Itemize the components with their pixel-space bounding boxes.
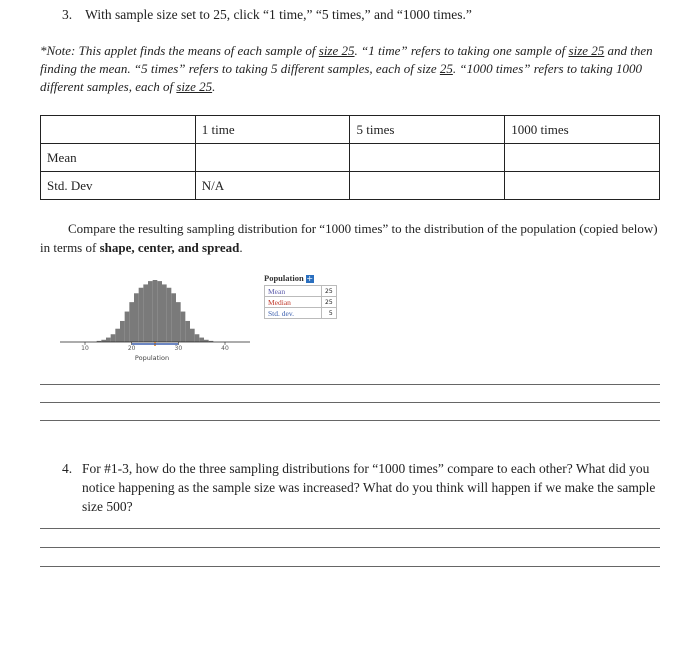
histogram-bar (129, 302, 134, 342)
histogram-bar (148, 281, 153, 342)
answer-line[interactable] (40, 528, 660, 529)
table-cell[interactable] (505, 172, 660, 200)
histogram-bar (153, 280, 158, 342)
table-header-cell: 1000 times (505, 116, 660, 144)
table-header-cell: 1 time (195, 116, 350, 144)
histogram-bar (185, 321, 190, 342)
stat-value: 25 (322, 297, 337, 308)
answer-line[interactable] (40, 420, 660, 421)
answer-line[interactable] (40, 547, 660, 548)
histogram-bar (143, 284, 148, 342)
answer-line[interactable] (40, 566, 660, 567)
compare-text-2: . (239, 240, 243, 255)
note-size-link-3: 25 (439, 61, 453, 76)
compare-bold-text: shape, center, and spread (99, 240, 240, 255)
table-row-std-dev (41, 172, 660, 200)
x-tick-label: 40 (221, 345, 229, 352)
results-table (40, 115, 660, 200)
histogram-bar (115, 329, 120, 342)
table-cell[interactable] (505, 144, 660, 172)
table-row-mean (41, 144, 660, 172)
histogram-bar (199, 338, 204, 342)
stat-value: 5 (322, 308, 337, 319)
histogram-bar (157, 281, 162, 342)
note-size-link-4: size 25 (176, 79, 213, 94)
stat-label: Mean (265, 286, 322, 297)
table-header-cell: 5 times (350, 116, 505, 144)
question-4-number: 4. (62, 461, 73, 476)
x-tick-label: 20 (127, 345, 136, 352)
histogram-bar (181, 312, 186, 342)
table-header-row (41, 116, 660, 144)
compare-text-1: Compare the resulting sampling distribution for “1000 times” to the distribution of the population (copied below) in terms of (40, 221, 658, 255)
stat-row-std-dev (265, 308, 337, 319)
applet-note (40, 42, 660, 96)
table-cell: N/A (195, 172, 350, 200)
row-label-std-dev: Std. Dev (41, 172, 196, 200)
question-3-text: With sample size set to 25, click “1 time,” “5 times,” and “1000 times.” (85, 7, 472, 22)
note-size-link-1: size 25 (318, 43, 355, 58)
question-4-text: For #1-3, how do the three sampling distributions for “1000 times” compare to each other? What did you notice happening as the sample size was increased? What do you think will happen if we make the sample size 500? (82, 461, 656, 514)
stat-label: Std. dev. (265, 308, 322, 319)
expand-plus-icon[interactable]: + (306, 274, 314, 284)
note-text-2: . “1 time” refers to taking one sample of (354, 43, 569, 58)
histogram-bar (171, 293, 176, 342)
stat-value: 25 (322, 286, 337, 297)
x-tick-label: 30 (174, 345, 183, 352)
note-text-1: *Note: This applet finds the means of each sample of (40, 43, 319, 58)
note-text-3: and then finding the mean. “5 times” refers to taking 5 different samples, each of size (40, 43, 653, 76)
population-title: Population (264, 273, 304, 283)
row-label-mean: Mean (41, 144, 196, 172)
stat-label: Median (265, 297, 322, 308)
note-text-4: . “1000 times” refers to taking 1000 different samples, each of (40, 61, 642, 94)
histogram-bar (176, 302, 181, 342)
question-4 (62, 459, 660, 516)
histogram-bar (134, 293, 139, 342)
population-histogram (60, 270, 260, 365)
x-axis-label: Population (134, 354, 170, 362)
note-size-link-2: size 25 (568, 43, 605, 58)
histogram-bar (106, 338, 111, 342)
table-cell[interactable] (350, 144, 505, 172)
answer-line[interactable] (40, 402, 660, 403)
compare-prompt (40, 219, 660, 257)
population-stats-table (264, 285, 337, 319)
note-text-5: . (212, 79, 216, 94)
histogram-bar (167, 288, 172, 342)
histogram-bar (120, 321, 125, 342)
histogram-bar (111, 334, 116, 342)
question-3 (62, 7, 472, 23)
population-stats-panel (264, 273, 337, 319)
question-3-number: 3. (62, 7, 73, 22)
x-tick-label: 10 (81, 345, 89, 352)
stat-row-median (265, 297, 337, 308)
table-cell[interactable] (350, 172, 505, 200)
stat-row-mean (265, 286, 337, 297)
table-cell[interactable] (195, 144, 350, 172)
histogram-bar (195, 334, 200, 342)
histogram-bar (139, 288, 144, 342)
histogram-bar (162, 284, 167, 342)
table-header-cell (41, 116, 196, 144)
histogram-bar (190, 329, 195, 342)
answer-line[interactable] (40, 384, 660, 385)
histogram-bar (125, 312, 130, 342)
